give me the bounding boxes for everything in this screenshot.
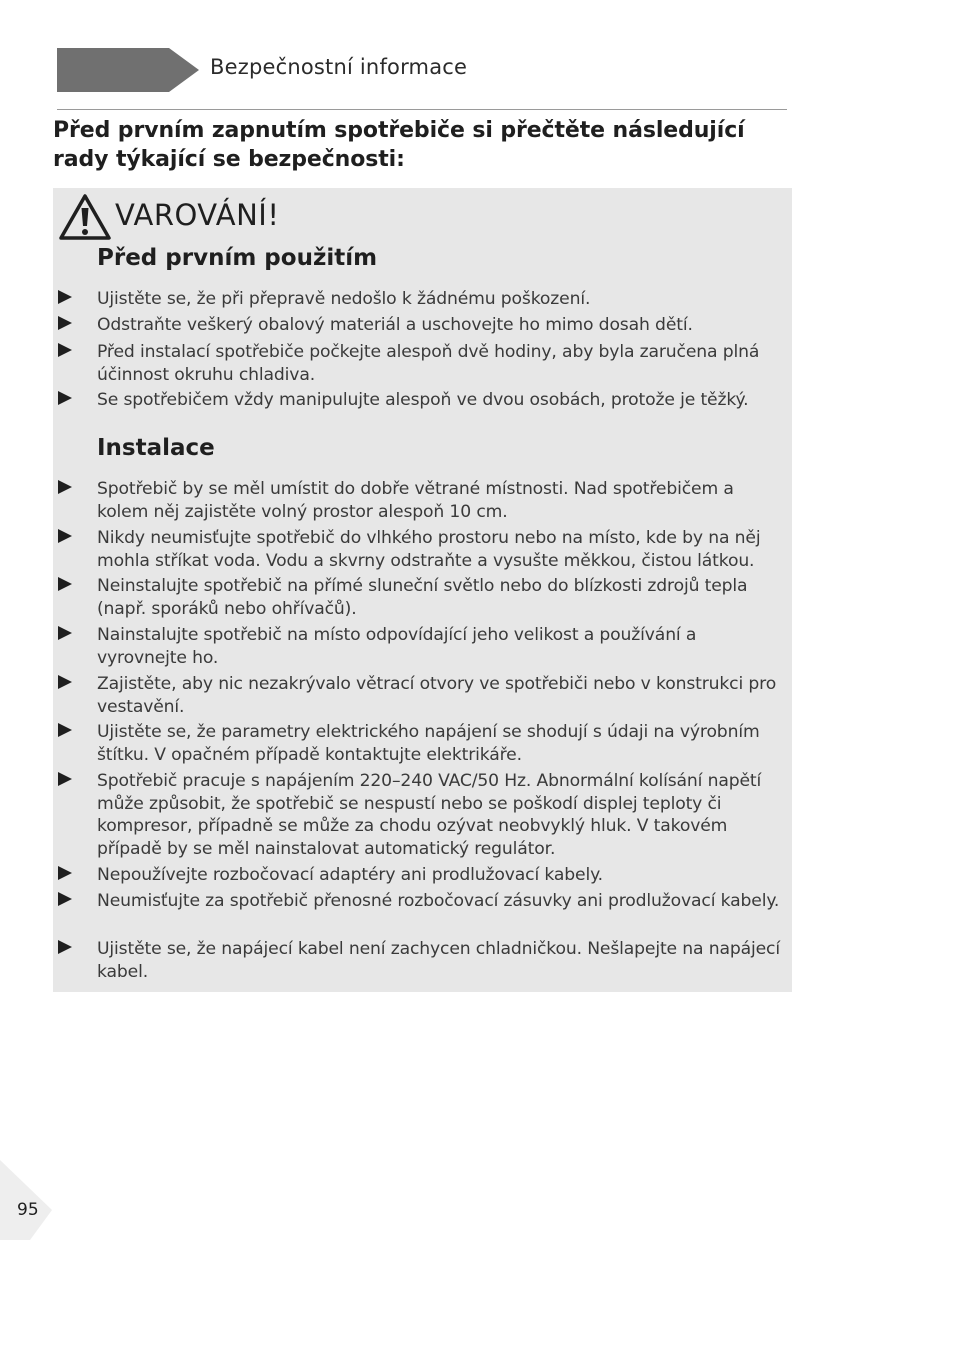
list-item <box>53 673 788 718</box>
warning-title: VAROVÁNÍ! <box>115 198 280 232</box>
list-item <box>53 938 788 983</box>
list-item <box>53 864 788 887</box>
list-item-text: Se spotřebičem vždy manipulujte alespoň ve dvou osobách, protože je těžký. <box>97 390 749 410</box>
bullet-arrow-icon <box>58 290 72 304</box>
bullet-arrow-icon <box>58 391 72 405</box>
list-item <box>53 389 788 412</box>
list-item-text: Neumisťujte za spotřebič přenosné rozbočovací zásuvky ani prodlužovací kabely. <box>97 891 780 911</box>
list-item <box>53 721 788 766</box>
list-item <box>53 770 788 860</box>
list-item-text: Odstraňte veškerý obalový materiál a uschovejte ho mimo dosah dětí. <box>97 315 693 335</box>
list-item-text: Neinstalujte spotřebič na přímé sluneční světlo nebo do blízkosti zdrojů tepla (např. sporáků nebo ohřívačů). <box>97 576 748 619</box>
list-item <box>53 341 788 386</box>
bullet-arrow-icon <box>58 577 72 591</box>
page-number: 95 <box>17 1200 39 1220</box>
section-header-arrow <box>57 48 199 92</box>
bullet-arrow-icon <box>58 480 72 494</box>
bullet-arrow-icon <box>58 529 72 543</box>
list-item-text: Spotřebič by se měl umístit do dobře větrané místnosti. Nad spotřebičem a kolem něj zajistěte volný prostor alespoň 10 cm. <box>97 479 734 522</box>
warning-box <box>53 188 792 992</box>
section-title: Bezpečnostní informace <box>210 55 468 79</box>
bullet-arrow-icon <box>58 892 72 906</box>
bullet-arrow-icon <box>58 316 72 330</box>
list-item <box>53 575 788 620</box>
list-item <box>53 624 788 669</box>
list-item-text: Spotřebič pracuje s napájením 220–240 VAC/50 Hz. Abnormální kolísání napětí může způsobit, že spotřebič se nespustí nebo se poškodí displej teploty či kompresor, případně se může za chodu ozývat neobvyklý hluk. V takovém případě by se měl nainstalovat automatický regulátor. <box>97 771 762 859</box>
list-item-text: Ujistěte se, že parametry elektrického napájení se shodují s údaji na výrobním štítku. V opačném případě kontaktujte elektrikáře. <box>97 722 760 765</box>
list-item-text: Ujistěte se, že při přepravě nedošlo k žádnému poškození. <box>97 289 591 309</box>
bullet-arrow-icon <box>58 343 72 357</box>
header-divider <box>57 109 787 110</box>
section-heading-before-first-use: Před prvním použitím <box>97 245 378 271</box>
bullet-arrow-icon <box>58 940 72 954</box>
bullet-arrow-icon <box>58 866 72 880</box>
warning-triangle-icon <box>57 192 113 242</box>
list-item <box>53 314 788 337</box>
section-heading-installation: Instalace <box>97 435 215 461</box>
list-item <box>53 527 788 572</box>
bullet-arrow-icon <box>58 772 72 786</box>
list-item <box>53 890 788 913</box>
bullet-arrow-icon <box>58 626 72 640</box>
bullet-arrow-icon <box>58 723 72 737</box>
intro-heading: Před prvním zapnutím spotřebiče si přečtěte následující rady týkající se bezpečnosti: <box>53 118 745 172</box>
list-item-text: Před instalací spotřebiče počkejte alespoň dvě hodiny, aby byla zaručena plná účinnost okruhu chladiva. <box>97 342 760 385</box>
list-item-text: Nepoužívejte rozbočovací adaptéry ani prodlužovací kabely. <box>97 865 603 885</box>
list-item <box>53 478 788 523</box>
list-item-text: Nainstalujte spotřebič na místo odpovídající jeho velikost a používání a vyrovnejte ho. <box>97 625 697 668</box>
list-item-text: Nikdy neumisťujte spotřebič do vlhkého prostoru nebo na místo, kde by na něj mohla stříkat voda. Vodu a skvrny odstraňte a vysušte měkkou, čistou látkou. <box>97 528 761 571</box>
list-item <box>53 288 788 311</box>
list-item-text: Zajistěte, aby nic nezakrývalo větrací otvory ve spotřebiči nebo v konstrukci pro vestavění. <box>97 674 777 717</box>
bullet-arrow-icon <box>58 675 72 689</box>
list-item-text: Ujistěte se, že napájecí kabel není zachycen chladničkou. Nešlapejte na napájecí kabel. <box>97 939 780 982</box>
